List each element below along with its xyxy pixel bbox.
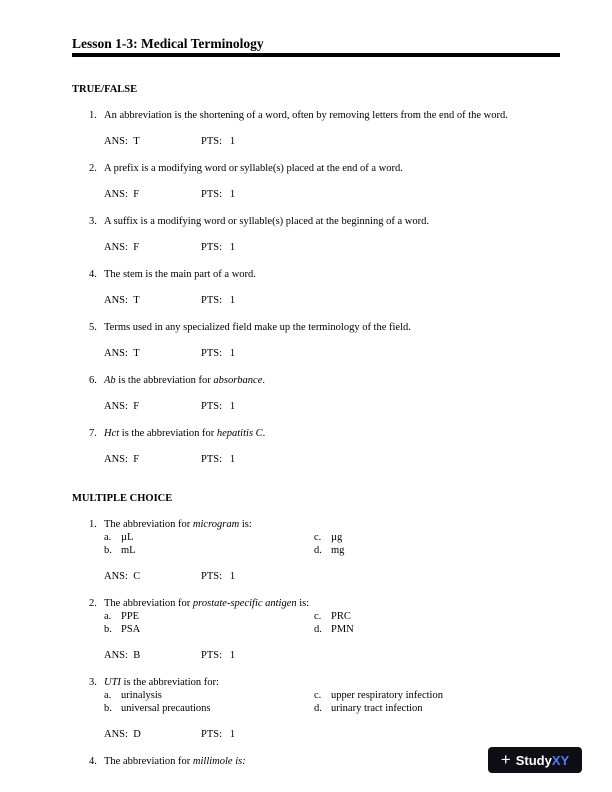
pts-label: PTS:: [201, 348, 223, 359]
pts-label: PTS:: [201, 136, 223, 147]
question-text: is the abbreviation for: [119, 428, 217, 439]
question-number: 2.: [89, 598, 97, 609]
ans-label: ANS:: [104, 136, 128, 147]
pts-label: PTS:: [201, 729, 223, 740]
question-text: is the abbreviation for:: [120, 677, 219, 688]
mc-question: [72, 518, 560, 583]
question-text: Terms used in any specialized field make up the terminology of the field.: [104, 322, 411, 333]
ans-label: ANS:: [104, 454, 128, 465]
question-term: UTI: [104, 677, 121, 688]
question-number: 4.: [89, 269, 97, 280]
answer-options: [104, 610, 560, 636]
pts-value: 1: [229, 136, 236, 147]
tf-question: [72, 374, 560, 413]
ans-label: ANS:: [104, 650, 128, 661]
ans-label: ANS:: [104, 401, 128, 412]
question-number: 6.: [89, 375, 97, 386]
ans-label: ANS:: [104, 348, 128, 359]
option-d: d. PMN: [314, 624, 354, 635]
tf-question: [72, 427, 560, 466]
option-d: d. urinary tract infection: [314, 703, 423, 714]
question-text: The stem is the main part of a word.: [104, 269, 256, 280]
pts-label: PTS:: [201, 401, 223, 412]
question-term: Ab: [104, 375, 116, 386]
question-text: is:: [239, 519, 252, 530]
ans-value: F: [133, 189, 140, 200]
question-text: The abbreviation for: [104, 598, 193, 609]
question-number: 5.: [89, 322, 97, 333]
question-text: The abbreviation for: [104, 519, 193, 530]
pts-value: 1: [229, 729, 236, 740]
ans-value: F: [133, 242, 140, 253]
question-term: Hct: [104, 428, 120, 439]
option-c: c. upper respiratory infection: [314, 690, 443, 701]
mc-question: [72, 755, 560, 768]
question-punct: .: [262, 375, 265, 386]
page-title: Lesson 1-3: Medical Terminology: [72, 36, 264, 51]
pts-label: PTS:: [201, 454, 223, 465]
option-b: b. PSA: [104, 624, 141, 635]
plus-icon: +: [500, 750, 511, 769]
ans-label: ANS:: [104, 295, 128, 306]
question-number: 2.: [89, 163, 97, 174]
question-number: 7.: [89, 428, 97, 439]
title-rule: [72, 53, 560, 57]
option-a: a. µL: [104, 532, 134, 543]
question-text: is the abbreviation for: [115, 375, 214, 386]
ans-value: T: [133, 348, 140, 359]
answer-options: [104, 531, 560, 557]
question-number: 1.: [89, 519, 97, 530]
question-punct: .: [262, 428, 266, 439]
question-text: A suffix is a modifying word or syllable(s) placed at the beginning of a word.: [104, 216, 429, 227]
option-b: b. universal precautions: [104, 703, 211, 714]
ans-value: D: [133, 729, 141, 740]
pts-value: 1: [229, 401, 236, 412]
pts-value: 1: [229, 650, 236, 661]
tf-question: [72, 109, 560, 148]
question-text: A prefix is a modifying word or syllable(s) placed at the end of a word.: [104, 163, 403, 174]
mc-question: [72, 676, 560, 741]
question-term: microgram: [192, 519, 240, 530]
tf-heading: TRUE/FALSE: [72, 84, 138, 95]
question-number: 3.: [89, 677, 97, 688]
question-term: hepatitis C: [216, 428, 263, 439]
pts-label: PTS:: [201, 242, 223, 253]
tf-question: [72, 321, 560, 360]
mc-heading: MULTIPLE CHOICE: [72, 493, 173, 504]
question-number: 1.: [89, 110, 97, 121]
ans-label: ANS:: [104, 571, 128, 582]
option-a: a. urinalysis: [104, 690, 162, 701]
question-number: 4.: [89, 756, 97, 767]
answer-options: [104, 689, 560, 715]
tf-question: [72, 268, 560, 307]
document-page: [72, 36, 560, 768]
question-text: is:: [296, 598, 310, 609]
option-a: a. PPE: [104, 611, 140, 622]
pts-label: PTS:: [201, 571, 223, 582]
ans-value: T: [133, 136, 140, 147]
pts-value: 1: [229, 454, 236, 465]
ans-label: ANS:: [104, 729, 128, 740]
mc-question: [72, 597, 560, 662]
pts-label: PTS:: [201, 650, 223, 661]
question-text: The abbreviation for: [104, 756, 193, 767]
pts-value: 1: [229, 348, 236, 359]
tf-question: [72, 162, 560, 201]
ans-label: ANS:: [104, 189, 128, 200]
option-d: d. mg: [314, 545, 345, 556]
pts-value: 1: [229, 295, 236, 306]
ans-value: T: [133, 295, 140, 306]
question-term: absorbance: [213, 375, 263, 386]
pts-label: PTS:: [201, 189, 223, 200]
ans-label: ANS:: [104, 242, 128, 253]
studyxy-badge[interactable]: [488, 747, 582, 773]
brand-name: StudyXY: [515, 752, 570, 768]
tf-question: [72, 215, 560, 254]
ans-value: C: [133, 571, 141, 582]
question-text: An abbreviation is the shortening of a word, often by removing letters from the end of the word.: [104, 110, 508, 121]
pts-label: PTS:: [201, 295, 223, 306]
pts-value: 1: [229, 242, 236, 253]
pts-value: 1: [229, 189, 236, 200]
question-term: millimole is:: [192, 756, 246, 767]
option-b: b. mL: [104, 545, 136, 556]
ans-value: F: [133, 454, 140, 465]
option-c: c. µg: [314, 532, 343, 543]
question-number: 3.: [89, 216, 97, 227]
question-term: prostate-specific antigen: [192, 598, 297, 609]
ans-value: B: [133, 650, 141, 661]
ans-value: F: [133, 401, 140, 412]
pts-value: 1: [229, 571, 236, 582]
option-c: c. PRC: [314, 611, 351, 622]
